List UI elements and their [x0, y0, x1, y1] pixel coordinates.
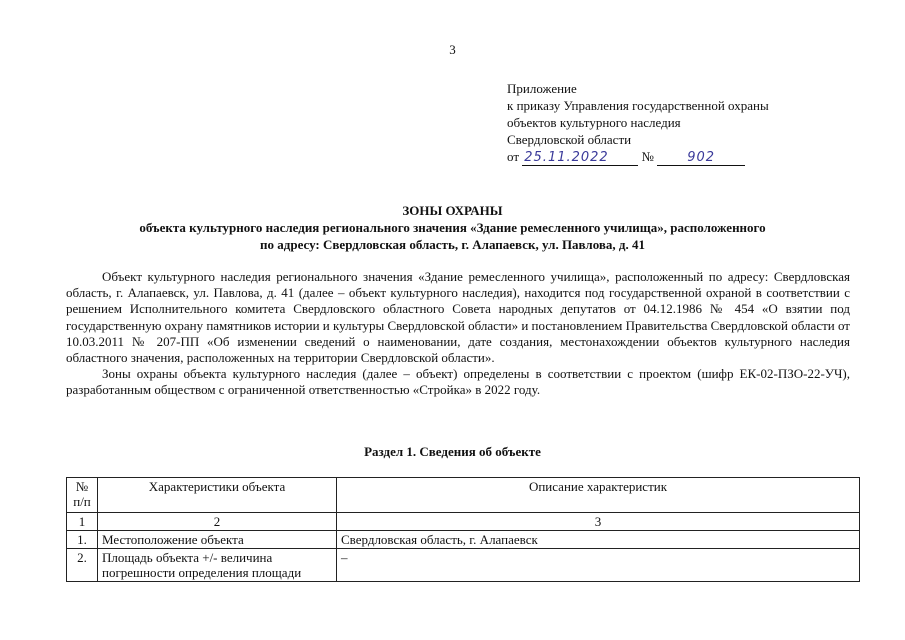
- table-cell: 1: [67, 513, 98, 531]
- appendix-line: объектов культурного наследия: [507, 115, 681, 130]
- table-cell: Свердловская область, г. Алапаевск: [337, 531, 860, 549]
- appendix-date-line: [507, 148, 887, 166]
- document-title: ЗОНЫ ОХРАНЫ: [402, 203, 503, 218]
- subtitle-line: по адресу: Свердловская область, г. Алапаевск, ул. Павлова, д. 41: [260, 237, 645, 252]
- header-cell: № п/п: [67, 478, 98, 513]
- appendix-block: [507, 80, 887, 166]
- table-cell: 1.: [67, 531, 98, 549]
- document-subtitle: [0, 219, 905, 253]
- object-info-table: [66, 477, 860, 582]
- subtitle-line: объекта культурного наследия регионального значения «Здание ремесленного училища», расположенного: [139, 220, 766, 235]
- number-prefix: №: [641, 149, 654, 164]
- appendix-line: к приказу Управления государственной охраны: [507, 98, 769, 113]
- date-prefix: от: [507, 149, 520, 164]
- page-number: 3: [449, 42, 456, 57]
- table-header-row: [67, 478, 860, 513]
- section-title: Раздел 1. Сведения об объекте: [364, 444, 541, 459]
- handwritten-number: 902: [657, 151, 745, 166]
- appendix-line: Приложение: [507, 81, 577, 96]
- table-numbering-row: [67, 513, 860, 531]
- table-cell: 2: [98, 513, 337, 531]
- table-row: [67, 549, 860, 582]
- table-cell: 3: [337, 513, 860, 531]
- table-cell: Местоположение объекта: [98, 531, 337, 549]
- handwritten-date: 25.11.2022: [522, 151, 638, 166]
- header-cell: Описание характеристик: [337, 478, 860, 513]
- appendix-line: Свердловской области: [507, 132, 632, 147]
- paragraph: Зоны охраны объекта культурного наследия (далее – объект) определены в соответствии с проектом (шифр ЕК-02-ПЗО-22-УЧ), разработанным обществом с ограниченной ответственностью «Стройка» в 2022 году.: [66, 366, 850, 398]
- table-cell: 2.: [67, 549, 98, 582]
- table-row: [67, 531, 860, 549]
- body-text: [66, 269, 850, 399]
- table-cell: Площадь объекта +/- величина погрешности определения площади: [98, 549, 337, 582]
- paragraph: Объект культурного наследия регионального значения «Здание ремесленного училища», расположенный по адресу: Свердловская область, г. Алапаевск, ул. Павлова, д. 41 (далее – объект культурного наследия), находится под государственной охраной в соответствии с решением Исполнительного комитета Свердловского областного Совета народных депутатов от 04.12.1986 № 454 «О взятии под государственную охрану памятников истории и культуры Свердловской области» и постановлением Правительства Свердловской области от 10.03.2011 № 207-ПП «Об изменении сведений о наименовании, дате создания, местонахождении объектов культурного наследия областного значения, расположенных на территории Свердловской области».: [66, 269, 850, 366]
- header-cell: Характеристики объекта: [98, 478, 337, 513]
- table-cell: –: [337, 549, 860, 582]
